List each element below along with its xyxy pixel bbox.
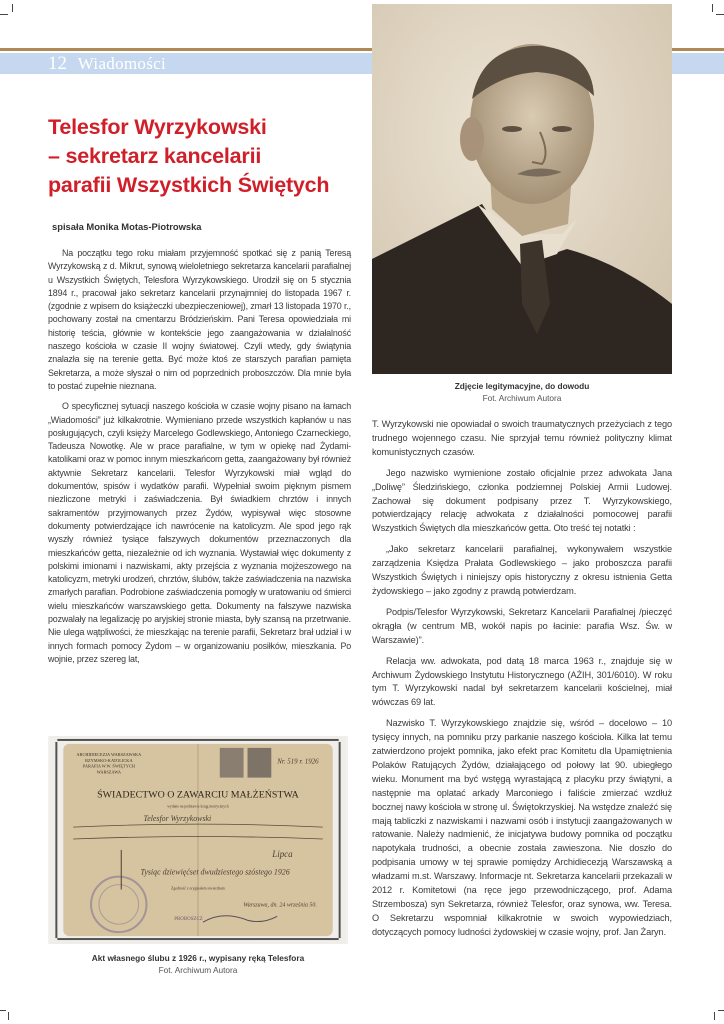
title-line: Telesfor Wyrzykowski bbox=[48, 115, 267, 139]
portrait-caption bbox=[372, 380, 672, 404]
revenue-stamp bbox=[248, 748, 272, 778]
eye bbox=[552, 126, 572, 132]
crop-mark-bottom-right-v bbox=[714, 1012, 715, 1020]
byline: spisała Monika Motas-Piotrowska bbox=[52, 221, 202, 232]
paragraph: Jego nazwisko wymienione zostało oficjalnie przez adwokata Jana „Doliwę” Śledzińskiego, członka podziemnej Polskiej Armii Ludowej. Zachował się dokument podpisany przez T. Wyrzykowskiego, potwierdzający relację adwokata z działalności pomocowej parafii Wszystkich Świętych dla mieszkańców getta. Oto treść tej notatki : bbox=[372, 467, 672, 534]
quote-paragraph: Podpis/Telesfor Wyrzykowski, Sekretarz Kancelarii Parafialnej /pieczęć okrągła (w centrum MB, wokół napis po łacinie: parafia Wsz. Św. w Warszawie)”. bbox=[372, 606, 672, 645]
certificate-subheading: wydane na podstawie ksiąg metrycznych bbox=[167, 804, 229, 809]
paragraph: T. Wyrzykowski nie opowiadał o swoich traumatycznych przeżyciach z tego trudnego wojennego czasu. Nie sprzyjał temu również polityczny klimat komunistycznych czasów. bbox=[372, 419, 672, 457]
certificate-number: Nr. 519 r. 1926 bbox=[277, 758, 319, 766]
crop-mark-top-right-v bbox=[712, 4, 713, 12]
paragraph: Nazwisko T. Wyrzykowskiego znajdzie się, wśród – docelowo – 10 tysięcy innych, na pomniku przy parkanie naszego kościoła. Kilka lat temu zatwierdzono projekt pomnika, jako efekt prac Komitetu dla Upamiętnienia Polaków Ratujących Żydów, działającego od połowy lat 90. ubiegłego wieku. Monument ma być wstęgą wyrastającą z placyku przy świątyni, a następnie ma oplatać arkady Marconiego i faliście zmierzać wzdłuż bocznej nawy kościoła w stronę ul. Świętokrzyskiej. Na wstędze znaleźć się mają tabliczki z nazwiskami i nazwami osób i instytucji zaangażowanych w ratowanie. Należy nadmienić, że inicjatywa budowy pomnika od początku napotykała trudności, a obecnie została zawieszona. Nie doszło do podpisania umowy w tej sprawie pomiędzy Archidiecezją Warszawską a władzami m.st. Warszawy. Informacje nt. Sekretarza kancelarii przekazali w 2012 r. Komitetowi (na ręce jego przewodniczącego, prof. Adama Strzembosza) syn Sekretarza, również Telesfor, oraz synowa, ww. Teresa. O Sekretarzu wspomniał kilkakrotnie w swoich wypowiedziach, dotyczących pomocy ludności żydowskiej w czasie wojny, prof. Jan Żaryn. bbox=[372, 718, 673, 937]
quote-paragraph: „Jako sekretarz kancelarii parafialnej, wykonywałem wszystkie zarządzenia Księdza Prałata Godlewskiego – jako proboszcza parafii Wszystkich Świętych i niniejszy opis historyczny z okresu istnienia Getta żydowskiego – jako zgodny z prawdą potwierdzam. bbox=[372, 544, 672, 596]
portrait-caption-title: Zdjęcie legitymacyjne, do dowodu bbox=[454, 381, 590, 391]
crop-mark-bottom-left-h bbox=[0, 1010, 6, 1011]
crop-mark-bottom-left-v bbox=[8, 1012, 9, 1020]
certificate-month: Lipca bbox=[272, 848, 293, 859]
title-line: – sekretarz kancelarii bbox=[48, 144, 262, 168]
running-header bbox=[48, 53, 166, 74]
certificate-conformity: Zgodność z oryginałem stwierdzam bbox=[171, 886, 225, 891]
crop-mark-top-right-h bbox=[716, 14, 724, 15]
form-divider bbox=[121, 850, 122, 890]
certificate-header-line: ARCHIDIECEZJA WARSZAWSKA bbox=[76, 751, 142, 757]
right-column bbox=[372, 418, 672, 947]
paragraph: Relacja ww. adwokata, pod datą 18 marca 1963 r., znajduje się w Archiwum Żydowskiego Instytutu Historycznego (AŻIH, 301/6010). W roku tym T. Wyrzykowski nadal był sekretarzem kancelarii kościelnej, miał wówczas 69 lat. bbox=[372, 655, 672, 708]
certificate-caption bbox=[48, 952, 348, 976]
certificate-caption-title: Akt własnego ślubu z 1926 r., wypisany ręką Telesfora bbox=[91, 953, 305, 963]
section-name: Wiadomości bbox=[77, 54, 166, 73]
certificate-heading: ŚWIADECTWO O ZAWARCIU MAŁŻEŃSTWA bbox=[97, 789, 299, 801]
left-column bbox=[48, 247, 351, 673]
certificate-caption-credit: Fot. Archiwum Autora bbox=[158, 965, 238, 975]
certificate-place-date: Warszawa, dn. 24 września 50. bbox=[243, 902, 317, 909]
certificate-header-line: PARAFIA W.W. ŚWIĘTYCH bbox=[82, 763, 135, 769]
certificate-year-words: Tysiąc dziewięćset dwudziestego szóstego 1926 bbox=[140, 867, 290, 877]
portrait-image bbox=[372, 4, 672, 374]
paragraph: O specyficznej sytuacji naszego kościoła w czasie wojny pisano na łamach „Wiadomości” już kilkakrotnie. Wymieniano przede wszystkich kapłanów u nas posługujących, czyli księży Marcelego Godlewskiego, Antoniego Czarneckiego, Tadeusza Nowotkę. Ale w prace parafialne, w tym w opiekę nad Żydami-katolikami oraz w pomoc innym mieszkańcom getta, zaangażowany był również aktywnie Sekretarz kancelarii. Telesfor Wyrzykowski miał wgląd do dokumentów, spisów i wydatków parafii. Wypełniał swoim pięknym pismem niezliczone metryki i zaświadczenia. Był świadkiem chrztów i innych sakramentów przyjmowanych przez Żydów, wypisywał więc stosowne dokumenty potwierdzające ich nawrócenie na katolicyzm. Ale spod jego rąk wyszły również tysiące fałszywych dokumentów przeznaczonych dla mieszkańców getta, niezależnie od ich wyznania. Wystawiał więc dokumenty z polskimi imionami i nazwiskami, akty przejścia z wyznania mojżeszowego na katolicyzm, metryki urodzeń, chrztów, ślubów, także zaświadczenia na nazwiska zmarłych parafian. Podrobione zaświadczenia pomogły w uratowaniu od śmierci wielu mieszkańców warszawskiego getta. Dokumenty na fałszywe nazwiska pozwalały na legalizację po aryjskiej stronie miasta, były szansą na przetrwanie. Nie ulega wątpliwości, że mieszkając na terenie parafii, Sekretarz brał udział i w innych formach pomocy Żydom – w organizowaniu posiłków, mieszkania. Po wojnie, przez szereg lat, bbox=[48, 401, 351, 664]
certificate-image bbox=[48, 736, 348, 944]
crop-mark-bottom-right-h bbox=[718, 1010, 724, 1011]
page-number: 12 bbox=[48, 53, 67, 74]
certificate-header-line: RZYMSKO-KATOLICKA bbox=[85, 757, 133, 763]
certificate-signature-label: PROBOSZCZ bbox=[174, 917, 203, 923]
portrait-caption-credit: Fot. Archiwum Autora bbox=[482, 393, 562, 403]
certificate-photo bbox=[48, 736, 348, 944]
certificate-handwritten-name: Telesfor Wyrzykowski bbox=[143, 814, 212, 824]
article-title bbox=[48, 113, 368, 200]
crop-mark-top-left-v bbox=[12, 4, 13, 12]
revenue-stamp bbox=[220, 748, 244, 778]
portrait-photo bbox=[372, 4, 672, 374]
ear bbox=[460, 117, 484, 161]
eye bbox=[502, 126, 522, 132]
paragraph: Na początku tego roku miałam przyjemność spotkać się z panią Teresą Wyrzykowską z d. Mikrut, synową wieloletniego sekretarza kancelarii parafialnej u Wszystkich Świętych, Telesfora Wyrzykowskiego. Urodził się on 5 stycznia 1894 r., pracował jako sekretarz kancelarii przynajmniej do listopada 1967 r. (zgodnie z wpisem do książeczki ubezpieczeniowej), zmarł 13 listopada 1970 r., pochowany został na cmentarzu Bródzieńskim. Pani Teresa opowiedziała mi historię teścia, głównie w kontekście jego zaangażowania w działalność naszego kościoła w czasie II wojny światowej. Czyli wtedy, gdy świątynia znalazła się na terenie getta. Być może ktoś ze starszych parafian pamięta Sekretarza, a może słyszał o nim od poprzednich proboszczów. Dla mnie była to postać zupełnie nieznana. bbox=[48, 248, 351, 391]
title-line: parafii Wszystkich Świętych bbox=[48, 173, 330, 197]
crop-mark-top-left-h bbox=[0, 14, 8, 15]
certificate-header-line: WARSZAWA bbox=[96, 769, 121, 775]
